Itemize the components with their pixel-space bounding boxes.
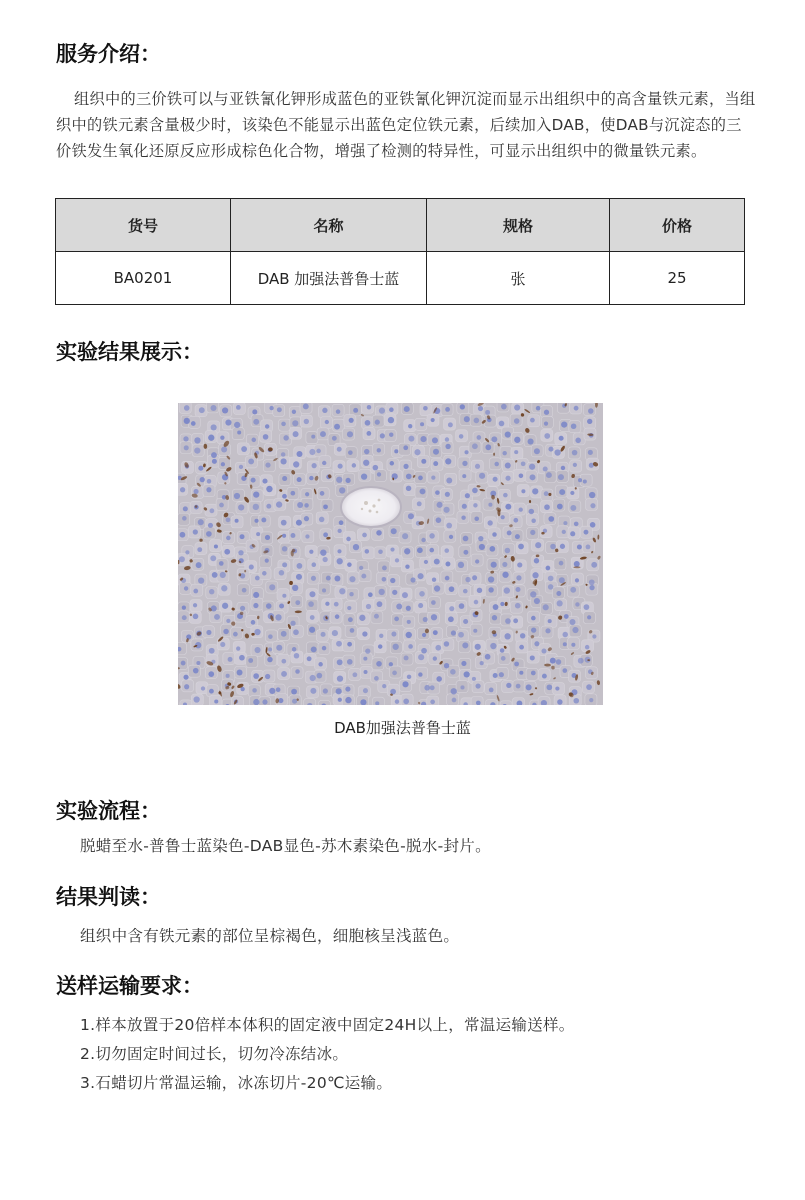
cell-sku: BA0201 <box>56 252 231 305</box>
shipping-item-3: 3.石蜡切片常温运输，冰冻切片-20℃运输。 <box>80 1074 393 1092</box>
cell-price: 25 <box>610 252 745 305</box>
shipping-item-1: 1.样本放置于20倍样本体积的固定液中固定24H以上，常温运输送样。 <box>80 1016 575 1034</box>
service-title: 服务介绍： <box>56 42 161 66</box>
process-title: 实验流程： <box>56 799 161 823</box>
results-title: 实验结果展示： <box>56 340 203 364</box>
shipping-title: 送样运输要求： <box>56 974 203 998</box>
tissue-micrograph <box>178 403 603 705</box>
product-table <box>55 198 745 305</box>
service-description: 组织中的三价铁可以与亚铁氰化钾形成蓝色的亚铁氰化钾沉淀而显示出组织中的高含量铁元素，当组织中的铁元素含量极少时，该染色不能显示出蓝色定位铁元素，后续加入DAB，使DAB与沉淀态的三价铁发生氧化还原反应形成棕色化合物，增强了检测的特异性，可显示出组织中的微量铁元素。 <box>56 90 756 160</box>
header-name: 名称 <box>231 199 427 252</box>
table-row <box>56 252 745 305</box>
process-text: 脱蜡至水-普鲁士蓝染色-DAB显色-苏木素染色-脱水-封片。 <box>80 837 491 855</box>
cell-name: DAB 加强法普鲁士蓝 <box>231 252 427 305</box>
central-vein <box>341 487 401 527</box>
interpretation-title: 结果判读： <box>56 885 161 909</box>
table-header-row <box>56 199 745 252</box>
shipping-item-2: 2.切勿固定时间过长，切勿冷冻结冰。 <box>80 1045 349 1063</box>
header-spec: 规格 <box>427 199 610 252</box>
cell-spec: 张 <box>427 252 610 305</box>
micrograph-image <box>178 403 603 705</box>
header-price: 价格 <box>610 199 745 252</box>
interpretation-text: 组织中含有铁元素的部位呈棕褐色，细胞核呈浅蓝色。 <box>80 927 460 945</box>
image-caption: DAB加强法普鲁士蓝 <box>334 719 471 737</box>
header-sku: 货号 <box>56 199 231 252</box>
